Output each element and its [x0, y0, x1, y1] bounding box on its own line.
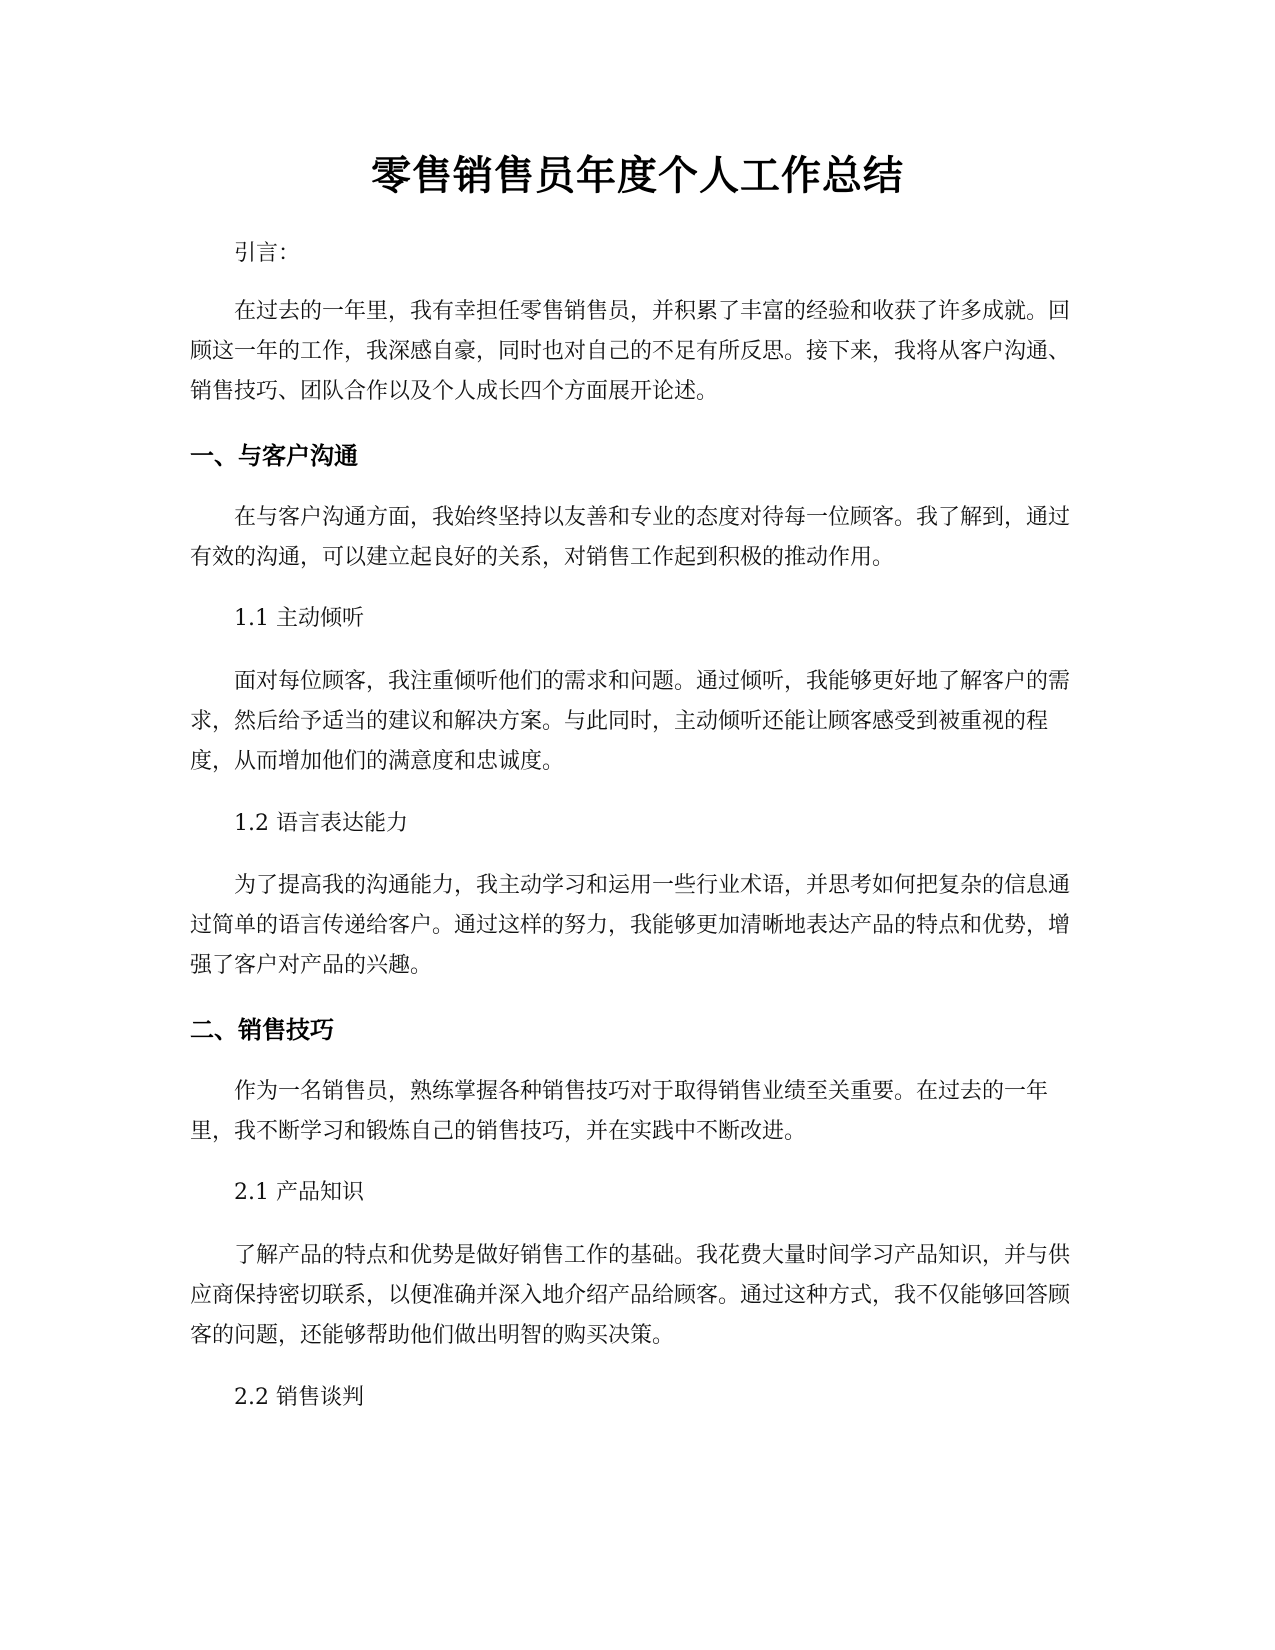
subsection-paragraph-product-knowledge: 了解产品的特点和优势是做好销售工作的基础。我花费大量时间学习产品知识，并与供应商保持密切联系，以便准确并深入地介绍产品给顾客。通过这种方式，我不仅能够回答顾客的问题，还能够帮助他们做出明智的购买决策。: [190, 1243, 1071, 1348]
intro-paragraph: 在过去的一年里，我有幸担任零售销售员，并积累了丰富的经验和收获了许多成就。回顾这一年的工作，我深感自豪，同时也对自己的不足有所反思。接下来，我将从客户沟通、销售技巧、团队合作以及个人成长四个方面展开论述。: [190, 299, 1071, 404]
section2-paragraph: 作为一名销售员，熟练掌握各种销售技巧对于取得销售业绩至关重要。在过去的一年里，我不断学习和锻炼自己的销售技巧，并在实践中不断改进。: [190, 1079, 1049, 1144]
subsection-title-active-listening: 1.1 主动倾听: [234, 606, 364, 631]
intro-label: 引言：: [234, 241, 301, 266]
section1-paragraph: 在与客户沟通方面，我始终坚持以友善和专业的态度对待每一位顾客。我了解到，通过有效的沟通，可以建立起良好的关系，对销售工作起到积极的推动作用。: [190, 505, 1071, 570]
document-title: 零售销售员年度个人工作总结: [371, 153, 904, 199]
section-heading-customer-communication: 一、与客户沟通: [190, 442, 358, 470]
subsection-paragraph-active-listening: 面对每位顾客，我注重倾听他们的需求和问题。通过倾听，我能够更好地了解客户的需求，然后给予适当的建议和解决方案。与此同时，主动倾听还能让顾客感受到被重视的程度，从而增加他们的满意度和忠诚度。: [190, 669, 1071, 774]
subsection-title-product-knowledge: 2.1 产品知识: [234, 1180, 364, 1205]
subsection-paragraph-language-expression: 为了提高我的沟通能力，我主动学习和运用一些行业术语，并思考如何把复杂的信息通过简单的语言传递给客户。通过这样的努力，我能够更加清晰地表达产品的特点和优势，增强了客户对产品的兴趣。: [190, 873, 1071, 978]
subsection-title-sales-negotiation: 2.2 销售谈判: [234, 1385, 364, 1410]
section-heading-sales-skills: 二、销售技巧: [190, 1016, 334, 1044]
subsection-title-language-expression: 1.2 语言表达能力: [234, 811, 408, 836]
